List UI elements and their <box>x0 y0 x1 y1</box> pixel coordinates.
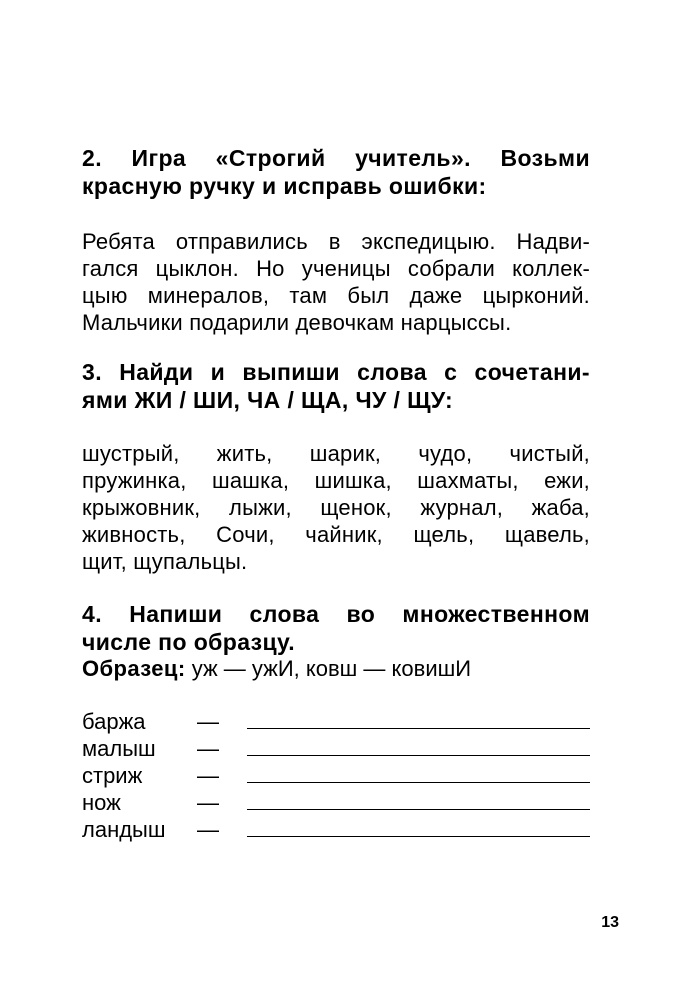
task-3-text <box>82 440 590 575</box>
exercise-word: малыш <box>82 736 156 761</box>
task-3-title <box>82 358 590 414</box>
task-4-sample <box>82 655 590 682</box>
task-3-title-line: ями ЖИ / ШИ, ЧА / ЩА, ЧУ / ЩУ: <box>82 387 454 413</box>
task-3-text-line: щит, щупальцы. <box>82 549 248 574</box>
task-2-text-line: Мальчики подарили девочкам нарцыссы. <box>82 310 512 335</box>
task-3-text-line: шустрый, жить, шарик, чудо, чистый, <box>82 441 590 466</box>
exercise-word: ландыш <box>82 817 166 842</box>
exercise-row <box>82 789 590 816</box>
exercise-row <box>82 816 590 843</box>
exercise-word: баржа <box>82 709 146 734</box>
task-2-text-line: цыю минералов, там был даже цырконий. <box>82 283 590 308</box>
task-4-title <box>82 600 590 656</box>
exercise-row <box>82 735 590 762</box>
exercise-dash: — <box>197 817 219 842</box>
task-2-text-line: гался цыклон. Но ученицы собрали коллек- <box>82 256 590 281</box>
task-3-text-line: живность, Сочи, чайник, щель, щавель, <box>82 522 590 547</box>
exercise-row <box>82 762 590 789</box>
task-4-title-line: 4. Напиши слова во множественном <box>82 601 590 627</box>
exercise-word: стриж <box>82 763 143 788</box>
exercise-dash: — <box>197 736 219 761</box>
exercise-word: нож <box>82 790 121 815</box>
answer-line[interactable] <box>247 755 590 756</box>
answer-line[interactable] <box>247 809 590 810</box>
sample-label: Образец: <box>82 656 186 681</box>
exercise-dash: — <box>197 790 219 815</box>
task-2-title-line: 2. Игра «Строгий учитель». Возьми <box>82 145 590 171</box>
exercise-dash: — <box>197 763 219 788</box>
task-4-exercise-list <box>82 708 590 843</box>
page-number: 13 <box>601 914 619 931</box>
task-3-text-line: пружинка, шашка, шишка, шахматы, ежи, <box>82 468 590 493</box>
sample-text: уж — ужИ, ковш — ковишИ <box>185 656 472 681</box>
task-4-title-line: числе по образцу. <box>82 629 296 655</box>
answer-line[interactable] <box>247 836 590 837</box>
task-3-text-line: крыжовник, лыжи, щенок, журнал, жаба, <box>82 495 590 520</box>
task-2-title-line: красную ручку и исправь ошибки: <box>82 173 487 199</box>
answer-line[interactable] <box>247 728 590 729</box>
exercise-row <box>82 708 590 735</box>
task-2-text <box>82 228 590 336</box>
answer-line[interactable] <box>247 782 590 783</box>
exercise-dash: — <box>197 709 219 734</box>
task-2-title <box>82 144 590 200</box>
task-2-text-line: Ребята отправились в экспедицыю. Надви- <box>82 229 590 254</box>
task-3-title-line: 3. Найди и выпиши слова с сочетани- <box>82 359 590 385</box>
